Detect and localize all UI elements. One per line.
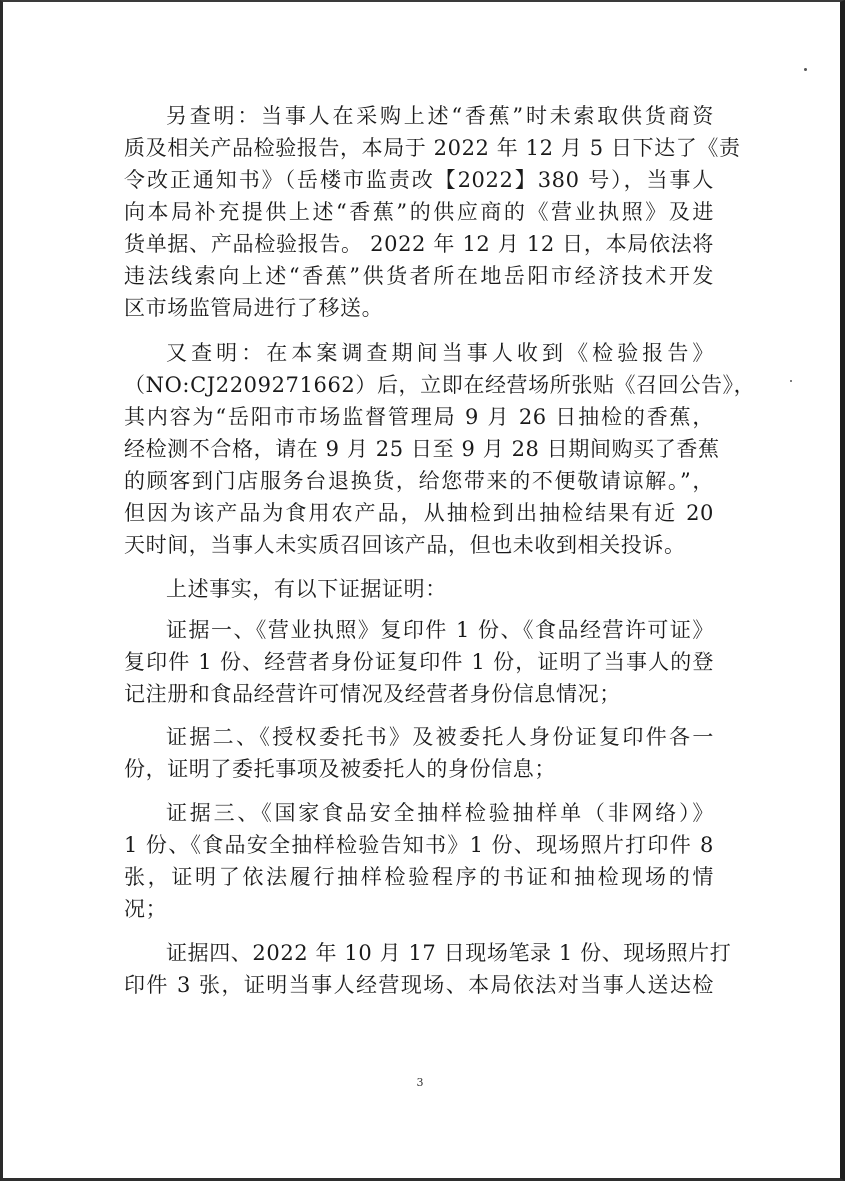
text-line: 的顾客到门店服务台退换货，给您带来的不便敬请谅解。”， — [124, 469, 714, 493]
text-line: 天时间，当事人未实质召回该产品，但也未收到相关投诉。 — [124, 533, 686, 557]
text-line: （NO:CJ2209271662）后，立即在经营场所张贴《召回公告》， — [124, 373, 756, 397]
text-line: 其内容为“岳阳市市场监督管理局 9 月 26 日抽检的香蕉， — [124, 405, 714, 429]
text-line: 上述事实，有以下证据证明： — [166, 577, 447, 601]
text-line: 货单据、产品检验报告。 2022 年 12 月 12 日，本局依法将 — [124, 232, 714, 256]
text-line: 另查明：当事人在采购上述“香蕉”时未索取供货商资 — [166, 104, 714, 128]
text-line: 违法线索向上述“香蕉”供货者所在地岳阳市经济技术开发 — [124, 264, 714, 288]
text-line: 证据一、《营业执照》复印件 1 份、《食品经营许可证》 — [166, 618, 714, 642]
text-line: 份，证明了委托事项及被委托人的身份信息； — [124, 757, 556, 781]
scan-speck — [790, 380, 792, 382]
text-line: 区市场监管局进行了移送。 — [124, 296, 384, 320]
text-line: 经检测不合格，请在 9 月 25 日至 9 月 28 日期间购买了香蕉 — [124, 437, 720, 461]
text-line: 质及相关产品检验报告，本局于 2022 年 12 月 5 日下达了《责 — [124, 136, 741, 160]
text-line: 况； — [124, 897, 168, 921]
text-line: 但因为该产品为食用农产品，从抽检到出抽检结果有近 20 — [124, 501, 714, 525]
text-line: 令改正通知书》（岳楼市监责改【2022】380 号），当事人 — [124, 168, 714, 192]
text-line: 张，证明了依法履行抽样检验程序的书证和抽检现场的情 — [124, 865, 714, 889]
text-line: 1 份、《食品安全抽样检验告知书》1 份、现场照片打印件 8 — [124, 833, 714, 857]
text-line: 又查明：在本案调查期间当事人收到《检验报告》 — [166, 341, 714, 365]
scan-speck — [804, 68, 807, 71]
page-number: 3 — [416, 1076, 424, 1089]
text-line: 印件 3 张，证明当事人经营现场、本局依法对当事人送达检 — [124, 973, 714, 997]
text-line: 证据二、《授权委托书》及被委托人身份证复印件各一 — [166, 725, 714, 749]
text-line: 复印件 1 份、经营者身份证复印件 1 份，证明了当事人的登 — [124, 650, 714, 674]
text-line: 证据四、2022 年 10 月 17 日现场笔录 1 份、现场照片打 — [166, 941, 732, 965]
text-line: 向本局补充提供上述“香蕉”的供应商的《营业执照》及进 — [124, 200, 714, 224]
text-line: 证据三、《国家食品安全抽样检验抽样单（非网络）》 — [166, 801, 714, 825]
text-line: 记注册和食品经营许可情况及经营者身份信息情况； — [124, 682, 621, 706]
